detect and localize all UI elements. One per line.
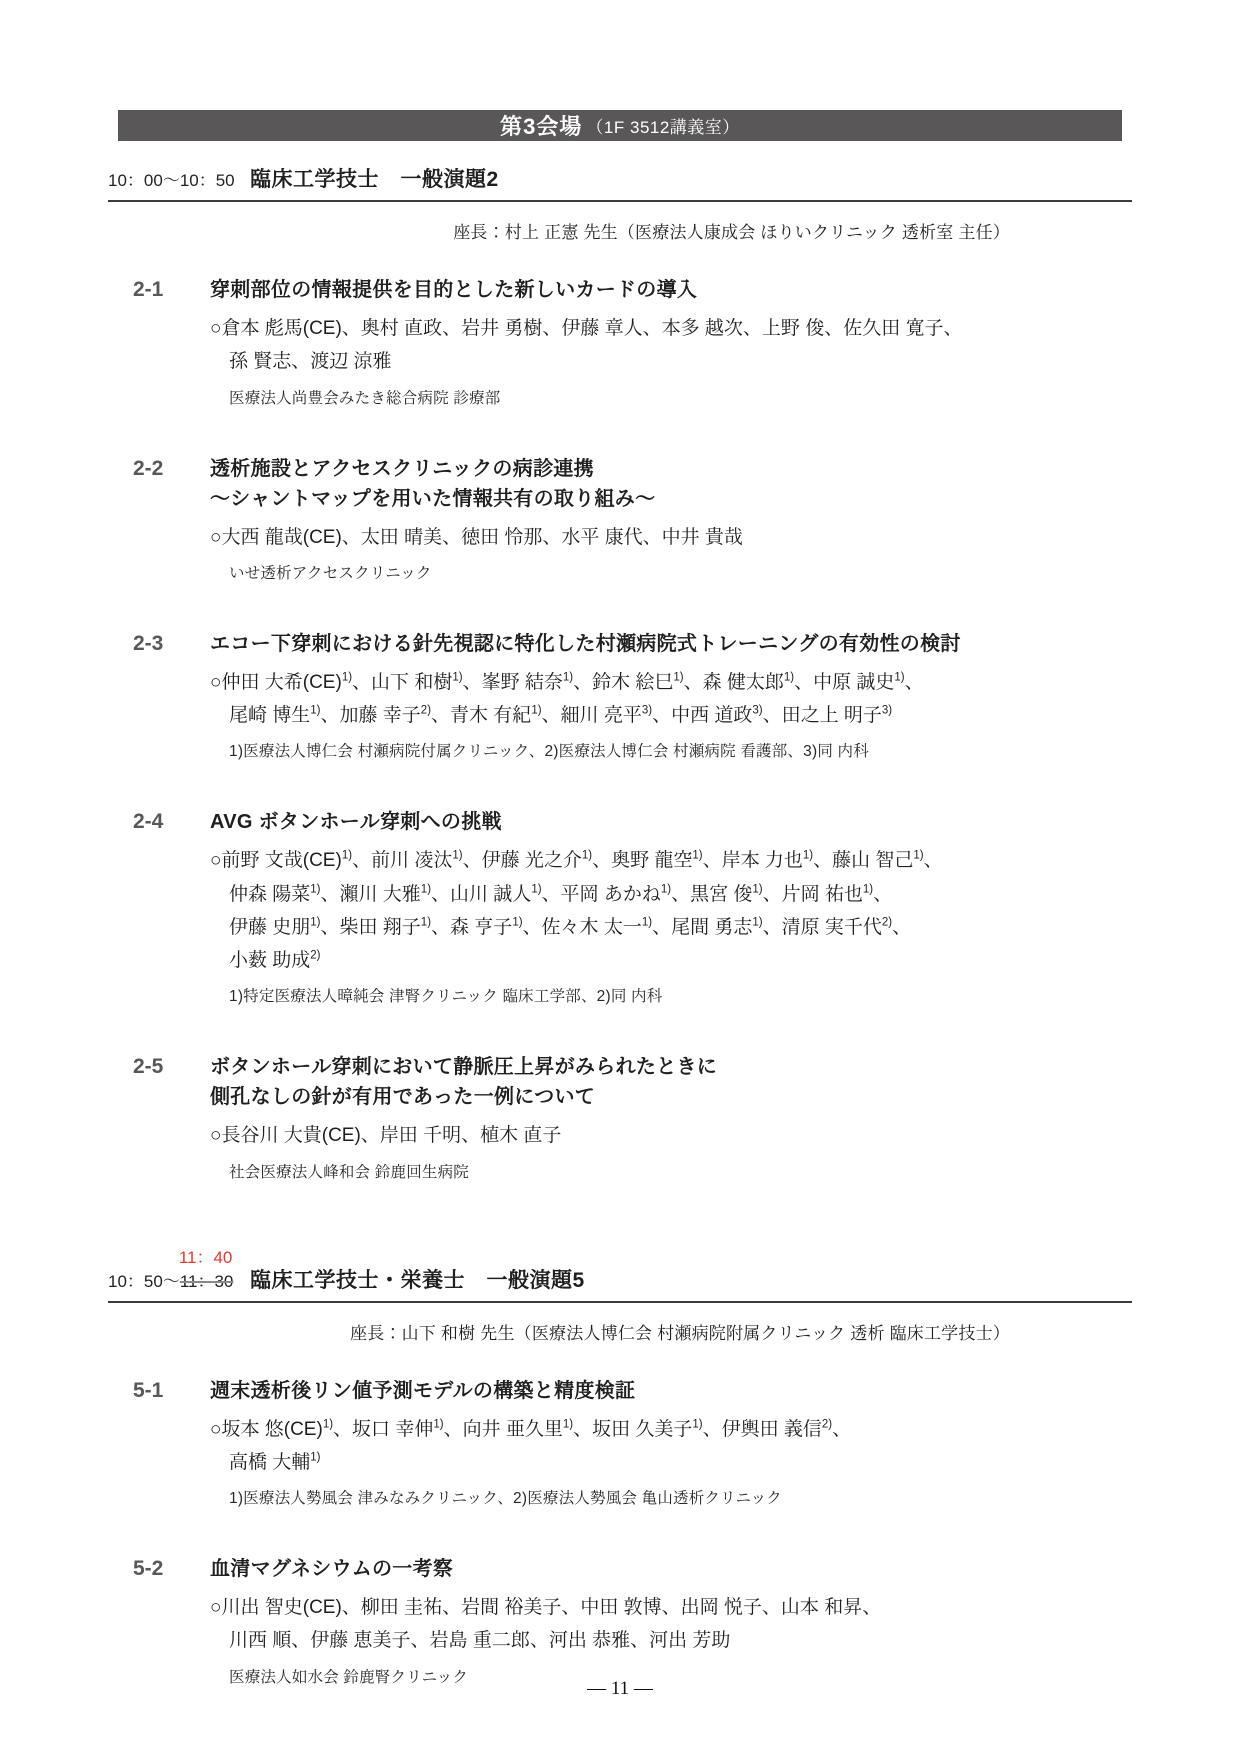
- item-body: [210, 629, 1132, 762]
- item-number: 2-4: [133, 810, 164, 834]
- author-affil-superscript: 1): [783, 671, 795, 684]
- item-authors: [210, 521, 1132, 554]
- item-body: [210, 1376, 1132, 1509]
- presentation-item: [108, 1052, 1132, 1181]
- author-line: 孫 賢志、渡辺 涼雅: [229, 351, 392, 373]
- author-affil-superscript: 1): [913, 849, 924, 862]
- venue-header-bar: [118, 110, 1122, 141]
- item-title-line: エコー下穿刺における針先視認に特化した村瀬病院式トレーニングの有効性の検討: [210, 632, 961, 655]
- author-affil-superscript: 1): [562, 671, 574, 684]
- item-number: 5-1: [133, 1378, 164, 1402]
- author-affil-superscript: 1): [310, 883, 321, 896]
- item-number: 5-2: [133, 1557, 164, 1580]
- author-line: 伊藤 史朋$^{1)}$、柴田 翔子$^{1)}$、森 亨子$^{1)}$、佐々木 太一$^{1)}$、尾間 勇志$^{1)}$、清原 実千代$^{2)}$、: [229, 916, 912, 938]
- session-header: [108, 163, 1132, 202]
- item-title: [210, 807, 1132, 837]
- session-header: [108, 1247, 1132, 1303]
- author-line: ○前野 文哉(CE)$^{1)}$、前川 凌汰$^{1)}$、伊藤 光之介$^{1)}$、奥野 龍空$^{1)}$、岸本 力也$^{1)}$、藤山 智己$^{1)}$、: [210, 849, 943, 872]
- author-line: ○川出 智史(CE)、柳田 圭祐、岩間 裕美子、中田 敦博、出岡 悦子、山本 和昇、: [210, 1597, 882, 1618]
- author-affil-superscript: 1): [310, 916, 321, 929]
- author-line: 川西 順、伊藤 恵美子、岩島 重二郎、河出 恭雅、河出 芳助: [229, 1630, 731, 1652]
- session-time-corrected: 11：40: [178, 1247, 233, 1267]
- author-line: ○仲田 大希(CE)$^{1)}$、山下 和樹$^{1)}$、峯野 結奈$^{1)}$、鈴木 絵巳$^{1)}$、森 健太郎$^{1)}$、中原 誠史$^{1)}$、: [210, 671, 924, 693]
- session-title: 臨床工学技士 一般演題2: [250, 168, 499, 191]
- sessions-container: [108, 163, 1132, 1687]
- author-affil-superscript: 1): [562, 1418, 574, 1431]
- author-affil-superscript: 1): [752, 883, 763, 896]
- session-block: [108, 1247, 1132, 1687]
- session-time-text: 10：00～10：50: [108, 171, 235, 190]
- session-time-revision: [178, 1247, 234, 1292]
- author-affil-superscript: 1): [452, 671, 463, 684]
- session-time-prefix: 10：50～: [108, 1271, 180, 1291]
- item-title: [210, 629, 1132, 659]
- item-affiliation: 1)医療法人勢風会 津みなみクリニック、2)医療法人勢風会 亀山透析クリニック: [229, 1490, 782, 1507]
- author-affil-superscript: 2): [881, 916, 893, 929]
- item-title-line: ボタンホール穿刺において静脈圧上昇がみられたときに: [210, 1056, 718, 1079]
- page-content: [108, 0, 1132, 1687]
- item-title-line: 側孔なしの針が有用であった一例について: [210, 1086, 596, 1109]
- session-time: [108, 1247, 250, 1294]
- author-affil-superscript: 3): [881, 704, 893, 717]
- author-line: 高橋 大輔$^{1)}$: [229, 1451, 321, 1473]
- author-affil-superscript: 1): [802, 849, 814, 862]
- item-title: [210, 1376, 1132, 1406]
- author-affil-superscript: 1): [420, 883, 432, 896]
- presentation-item: [108, 454, 1132, 583]
- author-affil-superscript: 1): [692, 1418, 703, 1431]
- session-block: [108, 163, 1132, 1182]
- author-affil-superscript: 2): [310, 949, 321, 962]
- author-line: 尾崎 博生$^{1)}$、加藤 幸子$^{2)}$、青木 有紀$^{1)}$、細川 亮平$^{3)}$、中西 道政$^{3)}$、田之上 明子$^{3)}$: [229, 704, 893, 726]
- item-title-line: 透析施設とアクセスクリニックの病診連携: [210, 457, 594, 480]
- presentation-item: [108, 275, 1132, 408]
- author-line: ○大西 龍哉(CE)、太田 晴美、徳田 怜那、水平 康代、中井 貴哉: [210, 526, 743, 548]
- item-body: [210, 275, 1132, 408]
- author-affil-superscript: 1): [420, 916, 432, 929]
- item-body: [210, 1052, 1132, 1181]
- item-authors: [210, 1119, 1132, 1152]
- venue-title: 第3会場: [500, 114, 583, 139]
- session-chair: 座長：山下 和樹 先生（医療法人博仁会 村瀬病院附属クリニック 透析 臨床工学技士）: [350, 1323, 1010, 1343]
- author-affil-superscript: 1): [862, 883, 874, 896]
- item-number: 2-1: [133, 278, 164, 301]
- author-affil-superscript: 1): [531, 704, 542, 717]
- item-authors: [210, 666, 1132, 733]
- presentation-item: [108, 807, 1132, 1006]
- author-affil-superscript: 1): [660, 883, 672, 896]
- item-number: 2-2: [133, 456, 164, 480]
- author-affil-superscript: 1): [894, 671, 905, 684]
- presentation-item: [108, 629, 1132, 762]
- author-line: ○長谷川 大貴(CE)、岸田 千明、植木 直子: [210, 1125, 562, 1147]
- author-affil-superscript: 2): [420, 704, 432, 717]
- item-title: [210, 1554, 1132, 1584]
- item-title-line: 穿刺部位の情報提供を目的とした新しいカードの導入: [210, 279, 698, 301]
- presentation-item: [108, 1376, 1132, 1509]
- author-affil-superscript: 1): [512, 916, 523, 929]
- author-affil-superscript: 1): [341, 671, 353, 684]
- item-title-line: 週末透析後リン値予測モデルの構築と精度検証: [210, 1379, 636, 1402]
- item-affiliation: 医療法人如水会 鈴鹿腎クリニック: [229, 1668, 469, 1686]
- item-title-line: 血清マグネシウムの一考察: [210, 1558, 454, 1580]
- item-body: [210, 807, 1132, 1006]
- item-authors: [210, 312, 1132, 379]
- author-affil-superscript: 1): [310, 704, 321, 717]
- author-affil-superscript: 1): [752, 916, 763, 929]
- author-affil-superscript: 1): [641, 916, 653, 929]
- author-affil-superscript: 1): [433, 1418, 444, 1431]
- item-affiliation: 1)医療法人博仁会 村瀬病院付属クリニック、2)医療法人博仁会 村瀬病院 看護部、3)同 内科: [229, 743, 869, 761]
- item-affiliation: 1)特定医療法人暲純会 津腎クリニック 臨床工学部、2)同 内科: [229, 988, 663, 1006]
- item-title: [210, 454, 1132, 514]
- item-authors: [210, 844, 1132, 977]
- venue-room: （1F 3512講義室）: [586, 118, 740, 137]
- item-body: [210, 454, 1132, 583]
- author-affil-superscript: 1): [452, 849, 463, 862]
- author-affil-superscript: 3): [752, 704, 763, 717]
- author-affil-superscript: 2): [821, 1418, 833, 1431]
- item-title: [210, 1052, 1132, 1112]
- author-line: 小薮 助成$^{2)}$: [229, 949, 321, 971]
- session-title: 臨床工学技士・栄養士 一般演題5: [250, 1268, 585, 1292]
- session-time: [108, 166, 250, 193]
- author-line: ○坂本 悠(CE)$^{1)}$、坂口 幸伸$^{1)}$、向井 亜久里$^{1)}$、坂田 久美子$^{1)}$、伊輿田 義信$^{2)}$、: [210, 1418, 852, 1440]
- presentation-item: [108, 1554, 1132, 1687]
- item-title: [210, 275, 1132, 305]
- author-affil-superscript: 1): [341, 849, 353, 862]
- item-number: 2-3: [133, 631, 164, 655]
- author-affil-superscript: 1): [692, 849, 703, 862]
- author-affil-superscript: 1): [322, 1418, 334, 1431]
- author-affil-superscript: 1): [531, 883, 542, 896]
- author-affil-superscript: 3): [641, 704, 653, 717]
- session-time-struck: 11：30: [179, 1271, 234, 1291]
- page-number: — 11 —: [587, 1678, 653, 1699]
- author-line: ○倉本 彪馬(CE)、奥村 直政、岩井 勇樹、伊藤 章人、本多 越次、上野 俊、佐久田 寛子、: [210, 318, 963, 339]
- item-authors: [210, 1591, 1132, 1658]
- item-affiliation: 社会医療法人峰和会 鈴鹿回生病院: [229, 1163, 470, 1181]
- item-affiliation: いせ透析アクセスクリニック: [229, 564, 432, 582]
- item-authors: [210, 1413, 1132, 1480]
- author-line: 仲森 陽菜$^{1)}$、瀨川 大雅$^{1)}$、山川 誠人$^{1)}$、平岡 あかね$^{1)}$、黒宮 俊$^{1)}$、片岡 祐也$^{1)}$、: [229, 883, 893, 905]
- author-affil-superscript: 1): [310, 1451, 321, 1464]
- item-affiliation: 医療法人尚豊会みたき総合病院 診療部: [229, 389, 501, 407]
- item-body: [210, 1554, 1132, 1687]
- author-affil-superscript: 1): [581, 849, 593, 862]
- item-title-line: ～シャントマップを用いた情報共有の取り組み～: [210, 487, 656, 510]
- item-title-line: AVG ボタンホール穿刺への挑戦: [210, 811, 502, 834]
- session-chair: 座長：村上 正憲 先生（医療法人康成会 ほりいクリニック 透析室 主任）: [453, 223, 1010, 242]
- author-affil-superscript: 1): [673, 671, 684, 684]
- item-number: 2-5: [133, 1055, 164, 1079]
